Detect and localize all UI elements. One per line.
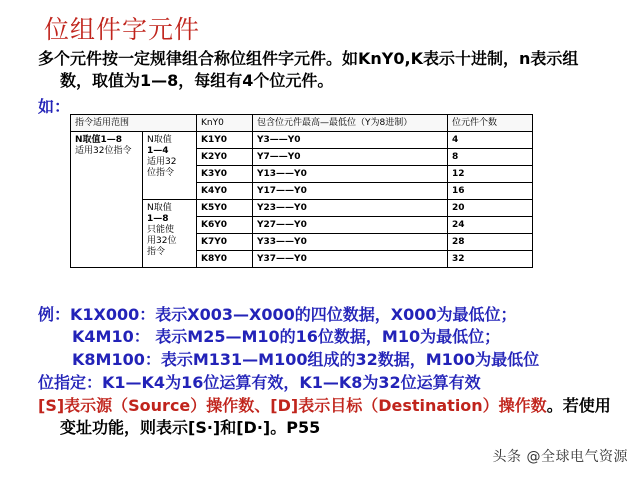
header-range: 包含位元件最高—最低位（Y为8进制） [253,115,448,132]
inner-scope-cell-1 [143,132,197,200]
kn-cell: K1Y0 [197,132,253,149]
inner2-line: 只能使 [147,225,175,235]
range-cell: Y37——Y0 [253,251,448,268]
outer-scope-cell [71,132,143,268]
example-line-6: 变址功能，则表示[S·]和[D·]。P55 [60,418,321,437]
inner1-line: 1—4 [147,146,169,156]
kny0-table [70,114,533,268]
kn-cell: K6Y0 [197,217,253,234]
count-cell: 16 [448,183,533,200]
table-header-row [71,115,533,132]
example-line-2: K4M10： 表示M25—M10的16位数据，M10为最低位； [72,327,501,346]
count-cell: 8 [448,149,533,166]
page-title: 位组件字元件 [44,15,201,44]
outer-scope-desc: 适用32位指令 [75,146,132,156]
kn-cell: K7Y0 [197,234,253,251]
range-cell: Y7——Y0 [253,149,448,166]
kn-cell: K3Y0 [197,166,253,183]
count-cell: 28 [448,234,533,251]
header-kny0: KnY0 [197,115,253,132]
count-cell: 4 [448,132,533,149]
count-cell: 24 [448,217,533,234]
count-cell: 12 [448,166,533,183]
range-cell: Y27——Y0 [253,217,448,234]
source-dest-suffix: 。若使用 [546,396,611,415]
intro-paragraph [38,48,633,92]
intro-line-2: 数，取值为1—8，每组有4个位元件。 [60,71,334,90]
example-line-5 [38,396,628,416]
watermark: 头条 @全球电气资源 [492,449,628,465]
inner-scope-cell-2 [143,200,197,268]
kn-cell: K5Y0 [197,200,253,217]
header-scope: 指令适用范围 [71,115,197,132]
kn-cell: K8Y0 [197,251,253,268]
range-cell: Y13——Y0 [253,166,448,183]
table-row [71,132,533,149]
inner1-line: 适用32 [147,157,177,167]
range-cell: Y17——Y0 [253,183,448,200]
count-cell: 20 [448,200,533,217]
range-cell: Y33——Y0 [253,234,448,251]
inner1-line: N取值 [147,135,172,145]
inner2-line: 指令 [147,247,166,257]
inner2-line: 1—8 [147,214,169,224]
inner2-line: 用32位 [147,236,177,246]
example-line-1: 例：K1X000：表示X003—X000的四位数据，X000为最低位； [38,305,517,324]
kn-cell: K2Y0 [197,149,253,166]
kn-cell: K4Y0 [197,183,253,200]
count-cell: 32 [448,251,533,268]
example-line-4: 位指定：K1—K4为16位运算有效，K1—K8为32位运算有效 [38,373,481,392]
intro-line-1: 多个元件按一定规律组合称位组件字元件。如KnY0,K表示十进制，n表示组 [38,49,579,68]
outer-scope-n: N取值1—8 [75,135,123,145]
inner1-line: 位指令 [147,168,175,178]
example-label: 如： [38,97,71,116]
source-dest-text: [S]表示源（Source）操作数、[D]表示目标（Destination）操作数 [38,396,547,415]
inner2-line: N取值 [147,203,172,213]
example-line-3: K8M100：表示M131—M100组成的32数据，M100为最低位 [72,350,540,369]
range-cell: Y23——Y0 [253,200,448,217]
header-count: 位元件个数 [448,115,533,132]
range-cell: Y3——Y0 [253,132,448,149]
